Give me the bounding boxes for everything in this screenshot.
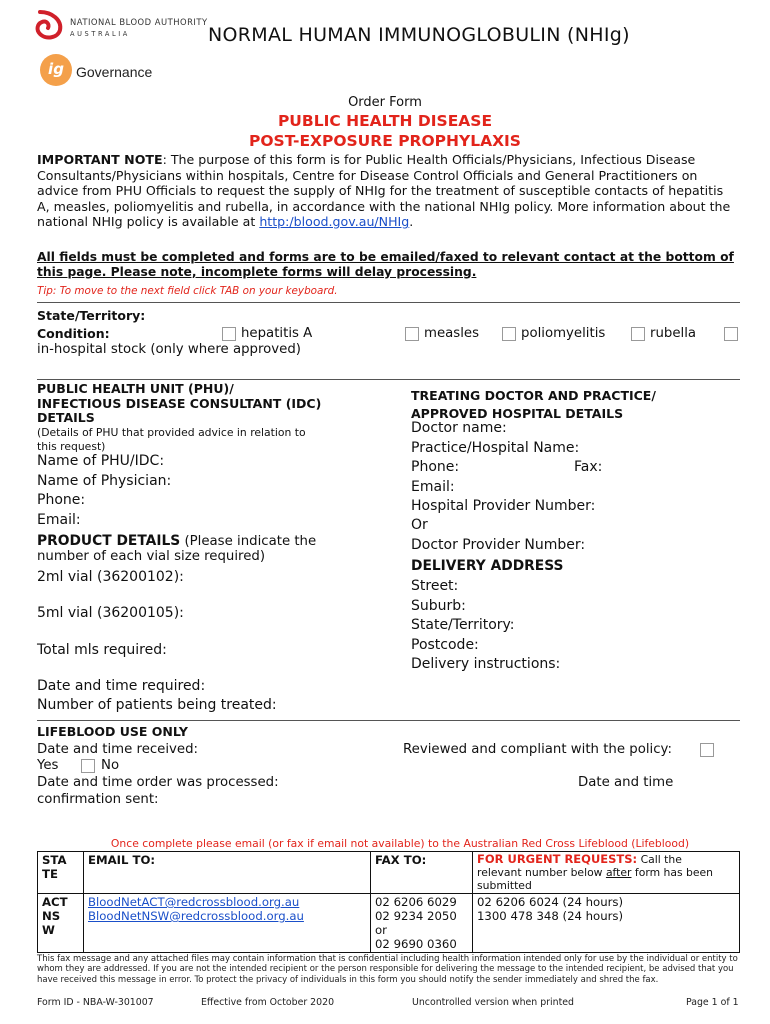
form-title: NORMAL HUMAN IMMUNOGLOBULIN (NHIg) — [208, 24, 630, 46]
name-of-physician-field-label: Name of Physician: — [37, 473, 172, 489]
contacts-table — [37, 851, 740, 953]
rubella-checkbox[interactable] — [631, 327, 645, 341]
product-details-heading — [37, 533, 316, 549]
date-time-received-label: Date and time received: — [37, 742, 199, 757]
nba-logo — [34, 10, 214, 48]
hepatitis-a-label: hepatitis A — [241, 326, 313, 341]
reviewed-compliant-checkbox[interactable] — [700, 743, 714, 757]
email-header: EMAIL TO: — [84, 852, 371, 894]
divider — [37, 379, 740, 380]
uncontrolled-notice: Uncontrolled version when printed — [412, 997, 574, 1008]
total-mls-field-label: Total mls required: — [37, 642, 167, 658]
nba-country: AUSTRALIA — [70, 30, 130, 38]
state-nsw-part-1: NS — [42, 909, 61, 923]
date-time-required-label: Date and time required: — [37, 678, 206, 694]
in-hospital-stock-checkbox[interactable] — [724, 327, 738, 341]
email-act-link[interactable]: BloodNetACT@redcrossblood.org.au — [88, 895, 300, 909]
ig-logo-word: Governance — [76, 64, 153, 80]
date-and-time-label: Date and time — [578, 775, 674, 790]
nba-name: NATIONAL BLOOD AUTHORITY — [70, 17, 208, 27]
urgent-header-text-1: Call the — [637, 853, 682, 866]
state-territory-label: State/Territory: — [37, 308, 146, 323]
phu-phone-field-label: Phone: — [37, 492, 86, 508]
doctor-heading-line-1: TREATING DOCTOR AND PRACTICE/ — [411, 388, 656, 403]
yes-no-checkbox[interactable] — [81, 759, 95, 773]
phu-heading-line-1: PUBLIC HEALTH UNIT (PHU)/ — [37, 381, 234, 396]
product-details-note-1: (Please indicate the — [180, 534, 317, 549]
name-of-phu-field-label: Name of PHU/IDC: — [37, 453, 165, 469]
urgent-header-text-3: form has been — [631, 866, 714, 879]
phu-email-field-label: Email: — [37, 512, 81, 528]
delivery-address-heading: DELIVERY ADDRESS — [411, 558, 564, 574]
doctor-phone-field-label: Phone: — [411, 459, 460, 475]
divider — [37, 302, 740, 303]
vial-2ml-field-label: 2ml vial (36200102): — [37, 569, 184, 585]
email-instruction-note: Once complete please email (or fax if email not available) to the Australian Red Cross Lifeblood (Lifeblood) — [110, 837, 690, 850]
confidentiality-disclaimer: This fax message and any attached files may contain information that is confidential including health information intended only for use by the individual or entity to whom they are addressed. If you are not the intended recipient or the person responsible for delivering the message to the intended recipient, be advised that you have received this message in error. To protect the privacy of individuals in this form you should notify the sender immediately and shred the fax. — [37, 954, 738, 985]
doctor-fax-field-label: Fax: — [574, 459, 603, 475]
state-act: ACT — [42, 895, 68, 909]
fax-nsw: 02 9234 2050 — [375, 909, 457, 923]
urgent-header-text-2: relevant number below — [477, 866, 606, 879]
doctor-name-field-label: Doctor name: — [411, 420, 507, 436]
state-header-line-1: STA — [42, 853, 67, 867]
important-note — [37, 152, 737, 230]
urgent-header-text-4: submitted — [477, 879, 532, 892]
doctor-email-field-label: Email: — [411, 479, 455, 495]
phu-heading-line-3: DETAILS — [37, 410, 95, 425]
table-header-row — [38, 852, 740, 894]
table-row — [38, 894, 740, 953]
red-title-line-2: POST-EXPOSURE PROPHYLAXIS — [249, 132, 521, 150]
page-number: Page 1 of 1 — [686, 997, 739, 1008]
hepatitis-a-checkbox[interactable] — [222, 327, 236, 341]
red-title-line-1: PUBLIC HEALTH DISEASE — [277, 112, 493, 130]
no-label: No — [101, 758, 120, 773]
nhig-policy-link[interactable]: http:/blood.gov.au/NHIg — [259, 214, 410, 230]
email-nsw-link[interactable]: BloodNetNSW@redcrossblood.org.au — [88, 909, 304, 923]
urgent-cell — [473, 894, 740, 953]
blood-drop-icon — [34, 10, 64, 40]
state-cell — [38, 894, 84, 953]
treating-doctor-heading — [411, 387, 656, 423]
poliomyelitis-label: poliomyelitis — [521, 326, 606, 341]
divider — [37, 720, 740, 721]
phu-heading-line-2: INFECTIOUS DISEASE CONSULTANT (IDC) — [37, 395, 322, 411]
important-note-label: IMPORTANT NOTE — [37, 152, 163, 167]
urgent-header-title: FOR URGENT REQUESTS: — [477, 852, 638, 866]
tab-tip: Tip: To move to the next field click TAB on your keyboard. — [37, 285, 338, 297]
all-fields-notice: All fields must be completed and forms are to be emailed/faxed to relevant contact at the bottom of this page. Please note, incomplete forms will delay processing. — [37, 250, 734, 279]
poliomyelitis-checkbox[interactable] — [502, 327, 516, 341]
delivery-state-field-label: State/Territory: — [411, 617, 515, 633]
state-header-line-2: TE — [42, 867, 58, 881]
delivery-instructions-label: Delivery instructions: — [411, 656, 561, 672]
doctor-heading-line-2: APPROVED HOSPITAL DETAILS — [411, 406, 624, 421]
form-id: Form ID - NBA-W-301007 — [37, 997, 154, 1008]
measles-label: measles — [424, 326, 480, 341]
product-details-title: PRODUCT DETAILS — [37, 533, 181, 549]
state-nsw-part-2: W — [42, 923, 55, 937]
hospital-provider-number-label: Hospital Provider Number: — [411, 498, 596, 514]
or-label: Or — [411, 517, 428, 533]
phu-heading — [37, 382, 321, 426]
phu-subtext — [37, 426, 306, 453]
fax-nsw-alt: 02 9690 0360 — [375, 937, 457, 951]
order-form-label: Order Form — [348, 95, 422, 110]
product-details-note-2: number of each vial size required) — [37, 549, 266, 564]
confirmation-sent-label: confirmation sent: — [37, 792, 159, 807]
condition-label: Condition: — [37, 326, 110, 341]
state-header — [38, 852, 84, 894]
postcode-field-label: Postcode: — [411, 637, 479, 653]
urgent-act: 02 6206 6024 (24 hours) — [477, 895, 624, 909]
lifeblood-use-only-heading: LIFEBLOOD USE ONLY — [37, 724, 188, 739]
email-cell — [84, 894, 371, 953]
note-period: . — [409, 214, 414, 230]
phu-subtext-line-1: (Details of PHU that provided advice in relation to — [37, 426, 306, 439]
reviewed-compliant-label: Reviewed and compliant with the policy: — [403, 742, 672, 757]
practice-name-field-label: Practice/Hospital Name: — [411, 440, 580, 456]
yes-label: Yes — [37, 758, 59, 773]
urgent-header — [473, 852, 740, 894]
vial-5ml-field-label: 5ml vial (36200105): — [37, 605, 184, 621]
ig-logo-mark: ig — [40, 54, 72, 86]
order-processed-label: Date and time order was processed: — [37, 775, 279, 790]
urgent-header-after: after — [605, 866, 632, 879]
suburb-field-label: Suburb: — [411, 598, 466, 614]
fax-header: FAX TO: — [371, 852, 473, 894]
rubella-label: rubella — [650, 326, 697, 341]
ig-governance-logo — [40, 54, 170, 90]
important-note-text: : The purpose of this form is for Public Health Officials/Physicians, Infectious Disease Consultants/Physicians within hospitals, Centre for Disease Control Officials and General Practitioners on advice from PHU Officials to request the supply of NHIg for the treatment of susceptible contacts of hepatitis A, measles, poliomyelitis and rubella, in accordance with the national NHIg policy. More information about the national NHIg policy is available at — [37, 152, 731, 230]
fax-or: or — [375, 923, 387, 937]
fax-cell — [371, 894, 473, 953]
doctor-provider-number-label: Doctor Provider Number: — [411, 537, 586, 553]
street-field-label: Street: — [411, 578, 459, 594]
effective-date: Effective from October 2020 — [201, 997, 335, 1008]
phu-subtext-line-2: this request) — [37, 439, 106, 453]
number-of-patients-label: Number of patients being treated: — [37, 697, 277, 713]
in-hospital-stock-label: in-hospital stock (only where approved) — [37, 342, 301, 357]
fax-act: 02 6206 6029 — [375, 895, 457, 909]
urgent-nsw: 1300 478 348 (24 hours) — [477, 909, 624, 923]
measles-checkbox[interactable] — [405, 327, 419, 341]
